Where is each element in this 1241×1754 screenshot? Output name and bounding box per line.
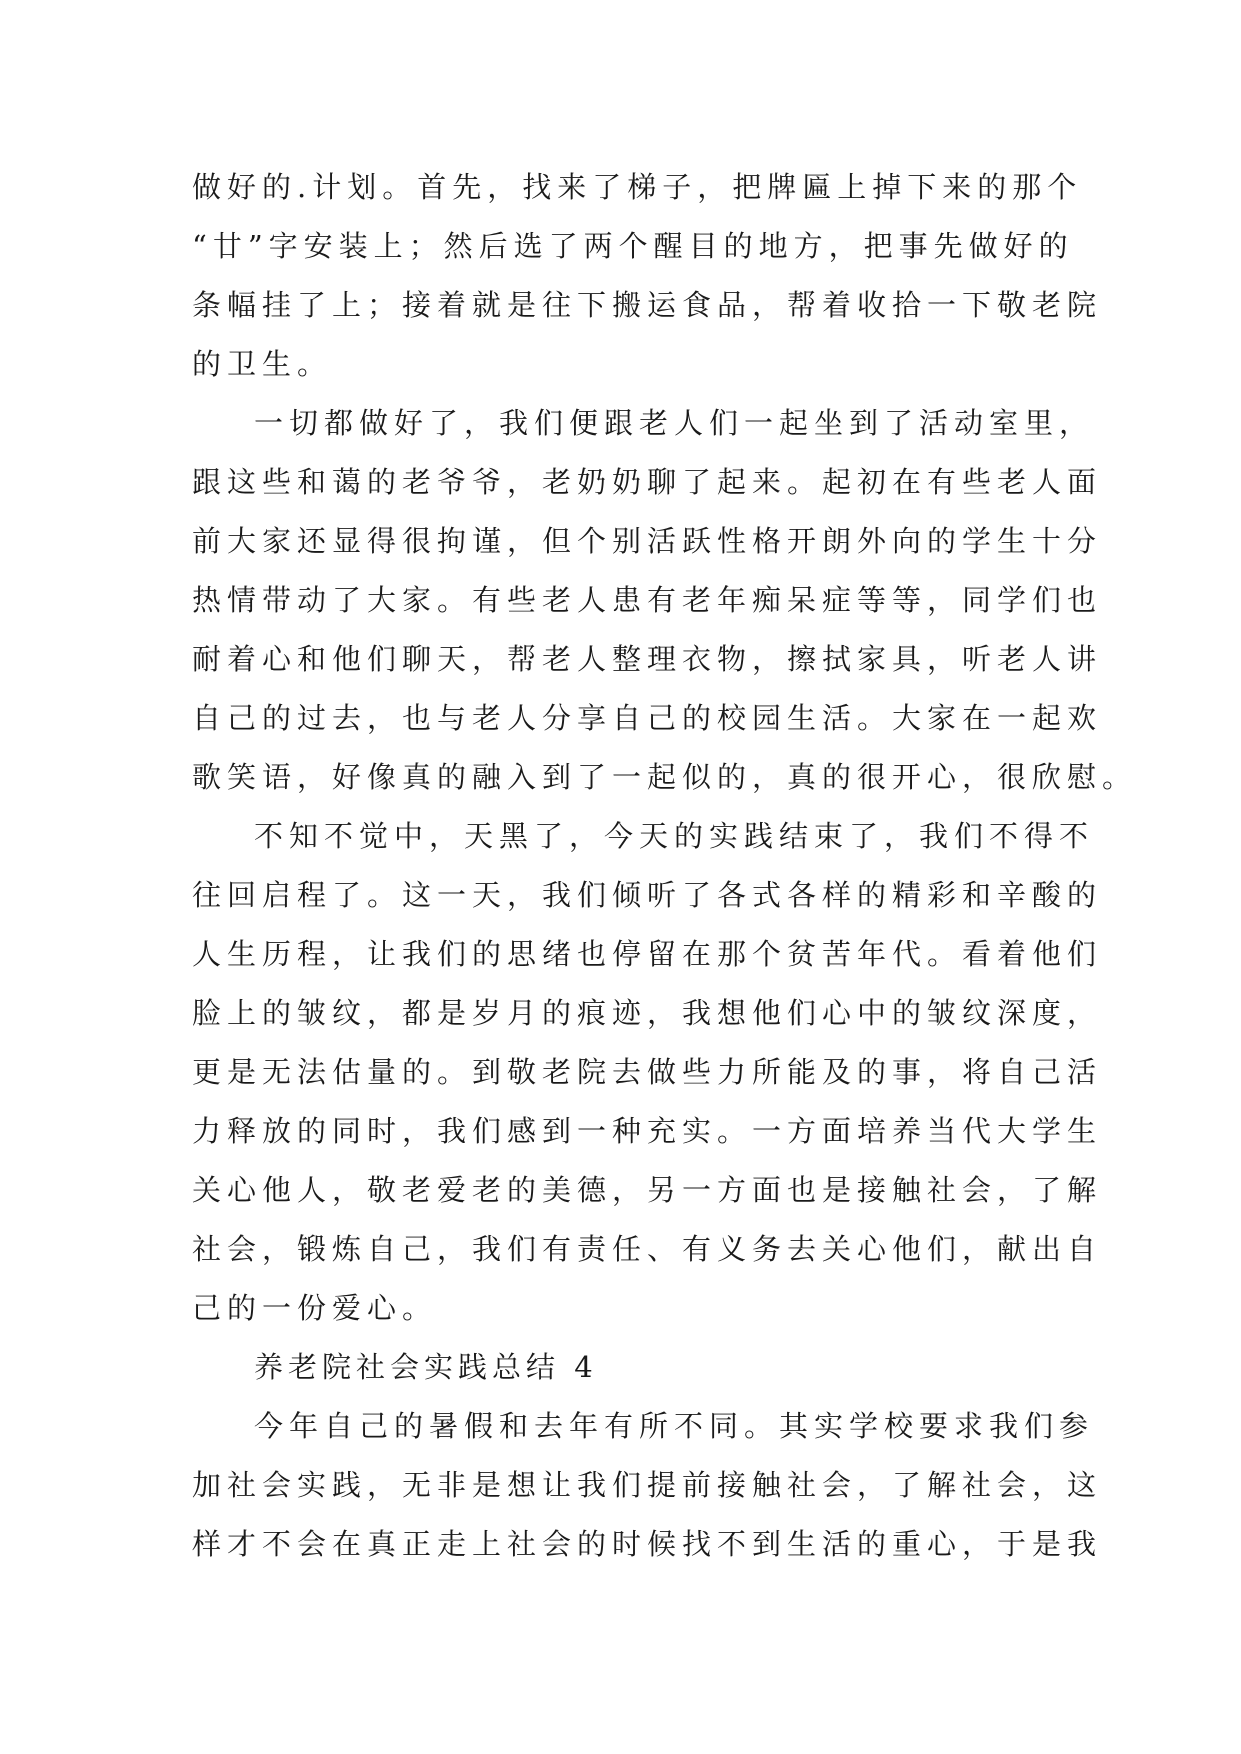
text-line: 己的一份爱心。	[192, 1291, 438, 1325]
section-heading: 养老院社会实践总结 4	[254, 1350, 598, 1384]
text-line: 热情带动了大家。有些老人患有老年痴呆症等等，同学们也	[192, 583, 1103, 617]
text-line: 社会，锻炼自己，我们有责任、有义务去关心他们，献出自	[192, 1232, 1103, 1266]
text-line: 往回启程了。这一天，我们倾听了各式各样的精彩和辛酸的	[192, 878, 1103, 912]
text-line: 更是无法估量的。到敬老院去做些力所能及的事，将自己活	[192, 1055, 1103, 1089]
text-line: 做好的.计划。首先，找来了梯子，把牌匾上掉下来的那个	[192, 170, 1083, 204]
text-line: 的卫生。	[192, 347, 333, 381]
paragraph-first-line: 一切都做好了，我们便跟老人们一起坐到了活动室里，	[254, 406, 1095, 440]
text-line: 力释放的同时，我们感到一种充实。一方面培养当代大学生	[192, 1114, 1103, 1148]
text-line: 自己的过去，也与老人分享自己的校园生活。大家在一起欢	[192, 701, 1103, 735]
text-line: 人生历程，让我们的思绪也停留在那个贫苦年代。看着他们	[192, 937, 1103, 971]
text-line: 关心他人，敬老爱老的美德，另一方面也是接触社会，了解	[192, 1173, 1103, 1207]
text-line: 前大家还显得很拘谨，但个别活跃性格开朗外向的学生十分	[192, 524, 1103, 558]
text-line: 脸上的皱纹，都是岁月的痕迹，我想他们心中的皱纹深度，	[192, 996, 1103, 1030]
text-line: 条幅挂了上；接着就是往下搬运食品，帮着收拾一下敬老院	[192, 288, 1103, 322]
paragraph-first-line: 今年自己的暑假和去年有所不同。其实学校要求我们参	[254, 1409, 1095, 1443]
text-line: 加社会实践，无非是想让我们提前接触社会，了解社会，这	[192, 1468, 1103, 1502]
text-line: “廿”字安装上；然后选了两个醒目的地方，把事先做好的	[192, 229, 1074, 263]
text-line: 跟这些和蔼的老爷爷，老奶奶聊了起来。起初在有些老人面	[192, 465, 1103, 499]
document-body	[192, 158, 1138, 1574]
text-line: 耐着心和他们聊天，帮老人整理衣物，擦拭家具，听老人讲	[192, 642, 1103, 676]
text-line: 歌笑语，好像真的融入到了一起似的，真的很开心，很欣慰。	[192, 760, 1138, 794]
paragraph-first-line: 不知不觉中，天黑了，今天的实践结束了，我们不得不	[254, 819, 1095, 853]
text-line: 样才不会在真正走上社会的时候找不到生活的重心，于是我	[192, 1527, 1103, 1561]
